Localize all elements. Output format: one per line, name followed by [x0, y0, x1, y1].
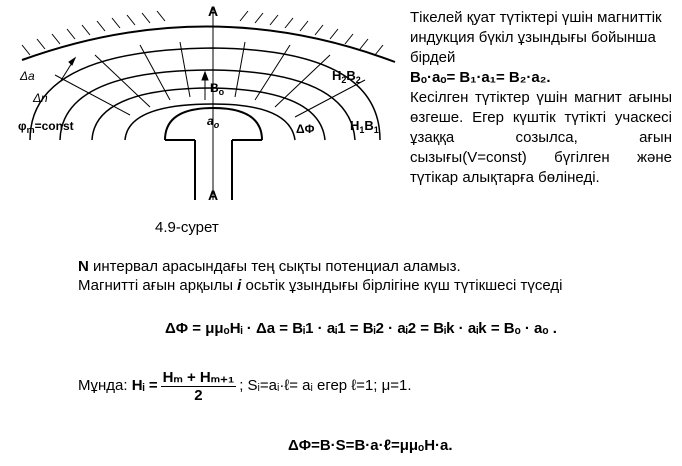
equation-2: [78, 368, 412, 404]
label-h2b2: $H_2B_2$: [332, 68, 361, 85]
fraction-denominator: 2: [194, 387, 203, 404]
fraction: [161, 368, 237, 404]
body-line-2: [78, 277, 563, 294]
hi-label: Hᵢ =: [131, 376, 158, 394]
label-h1b1: $H_1B_1$: [350, 118, 379, 135]
after-fraction: ; Sᵢ=aᵢ·ℓ= aᵢ егер ℓ=1; μ=1.: [239, 376, 412, 394]
i-symbol: i: [237, 277, 242, 294]
label-delta-n: Δn: [33, 91, 48, 105]
line2-text-a: Магнитті ағын арқылы: [78, 277, 238, 294]
body-line-1: [78, 258, 461, 275]
equation-3: ΔΦ=B·S=B·a·ℓ=μμₒH·a.: [288, 437, 453, 454]
equation-1: ΔΦ = μμₒHᵢ · Δa = Bᵢ1 · aᵢ1 = Bᵢ2 · aᵢ2 = Bᵢk · aᵢk = Bₒ · aₒ .: [165, 320, 557, 337]
label-a0: $a_o$: [207, 114, 220, 130]
label-phi-const: $\varphi_m=const$: [18, 119, 74, 135]
label-delta-phi: ΔΦ: [296, 122, 315, 136]
line2-text-b: осьтік ұзындығы бірлігіне күш түтікшесі түседі: [241, 277, 563, 294]
label-a-top: A: [208, 3, 219, 19]
n-symbol: N: [78, 258, 89, 275]
label-a-bottom: A: [208, 187, 219, 203]
figure-caption: 4.9-сурет: [155, 219, 219, 236]
label-b0: $B_o$: [210, 81, 225, 97]
magnetic-field-figure: [0, 0, 400, 210]
fraction-numerator: Hₘ + Hₘ₊₁: [162, 369, 235, 386]
label-delta-a: Δa: [20, 69, 35, 83]
right-text-block: [410, 8, 672, 188]
arrows: [60, 58, 208, 100]
line1-text: интервал арасындағы тең сықты потенциал аламыз.: [88, 258, 461, 275]
munda-label: Мұнда:: [78, 376, 132, 394]
right-paragraph-2: Кесілген түтіктер үшін магнит ағыны өзгеше. Егер күштік түтікті учаскесі ұзаққа созылса, ағын сызығы(V=const) бүгілген және түтікар алықтарға бөлінеді.: [410, 89, 672, 186]
right-paragraph-1: Тікелей қуат түтіктері үшін магниттік индукция бүкіл ұзындығы бойынша бірдей: [410, 9, 662, 66]
right-formula: Bₒ·aₒ= B₁·a₁= B₂·a₂.: [410, 69, 551, 86]
